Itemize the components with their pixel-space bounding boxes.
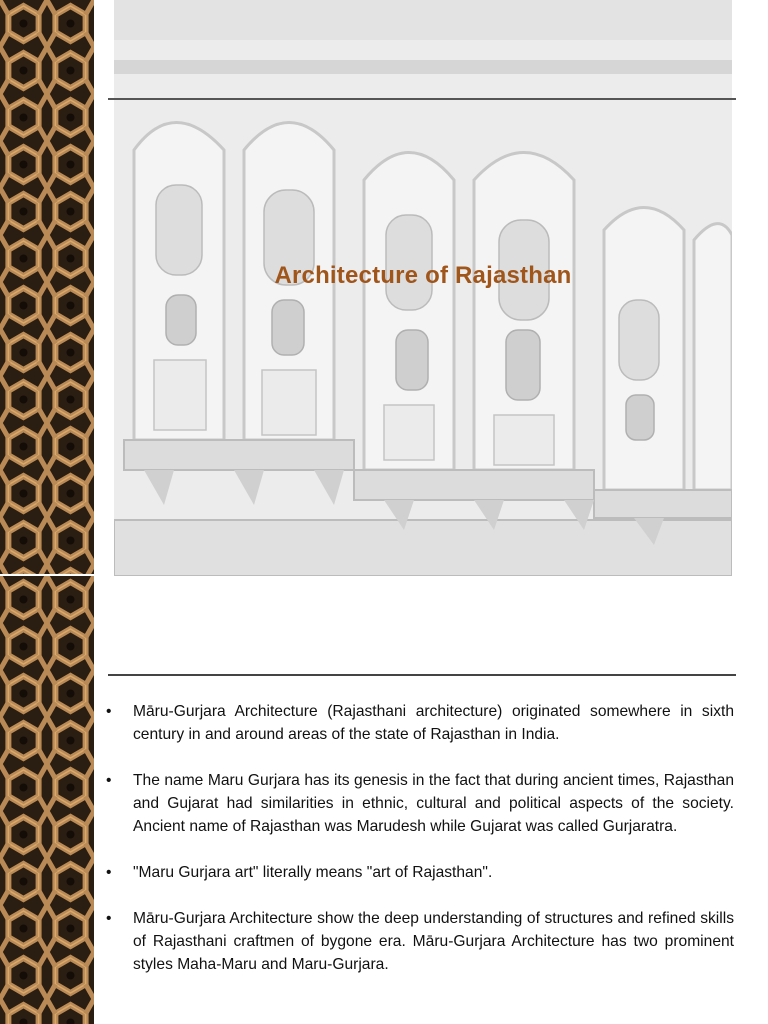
lattice-border-image: [0, 0, 94, 574]
bullet-text: Māru-Gurjara Architecture (Rajasthani architecture) originated somewhere in sixth century in and around areas of the state of Rajasthan in India.: [133, 703, 734, 743]
bullet-text: "Maru Gurjara art" literally means "art of Rajasthan".: [133, 864, 493, 881]
list-item: [104, 700, 734, 746]
bullet-list: [104, 700, 734, 999]
slide-divider-top: [108, 98, 736, 100]
list-item: [104, 907, 734, 976]
bullet-text: Māru-Gurjara Architecture show the deep understanding of structures and refined skills of Rajasthani craftmen of bygone era. Māru-Gurjara Architecture has two prominent styles Maha-Maru and Maru-Gurjara.: [133, 910, 734, 973]
bullet-marker: •: [106, 703, 112, 720]
slide-divider-middle: [108, 674, 736, 676]
bullet-text: The name Maru Gurjara has its genesis in the fact that during ancient times, Rajasthan and Gujarat had similarities in ethnic, cultural and political aspects of the society. Ancient name of Rajasthan was Marudesh while Gujarat was called Gurjaratra.: [133, 772, 734, 835]
list-item: [104, 861, 734, 884]
bullet-marker: •: [106, 772, 112, 789]
lattice-border-image-lower: [0, 576, 94, 1024]
list-item: [104, 769, 734, 838]
bullet-marker: •: [106, 910, 112, 927]
slide-title: Architecture of Rajasthan: [274, 262, 572, 289]
bullet-marker: •: [106, 864, 112, 881]
